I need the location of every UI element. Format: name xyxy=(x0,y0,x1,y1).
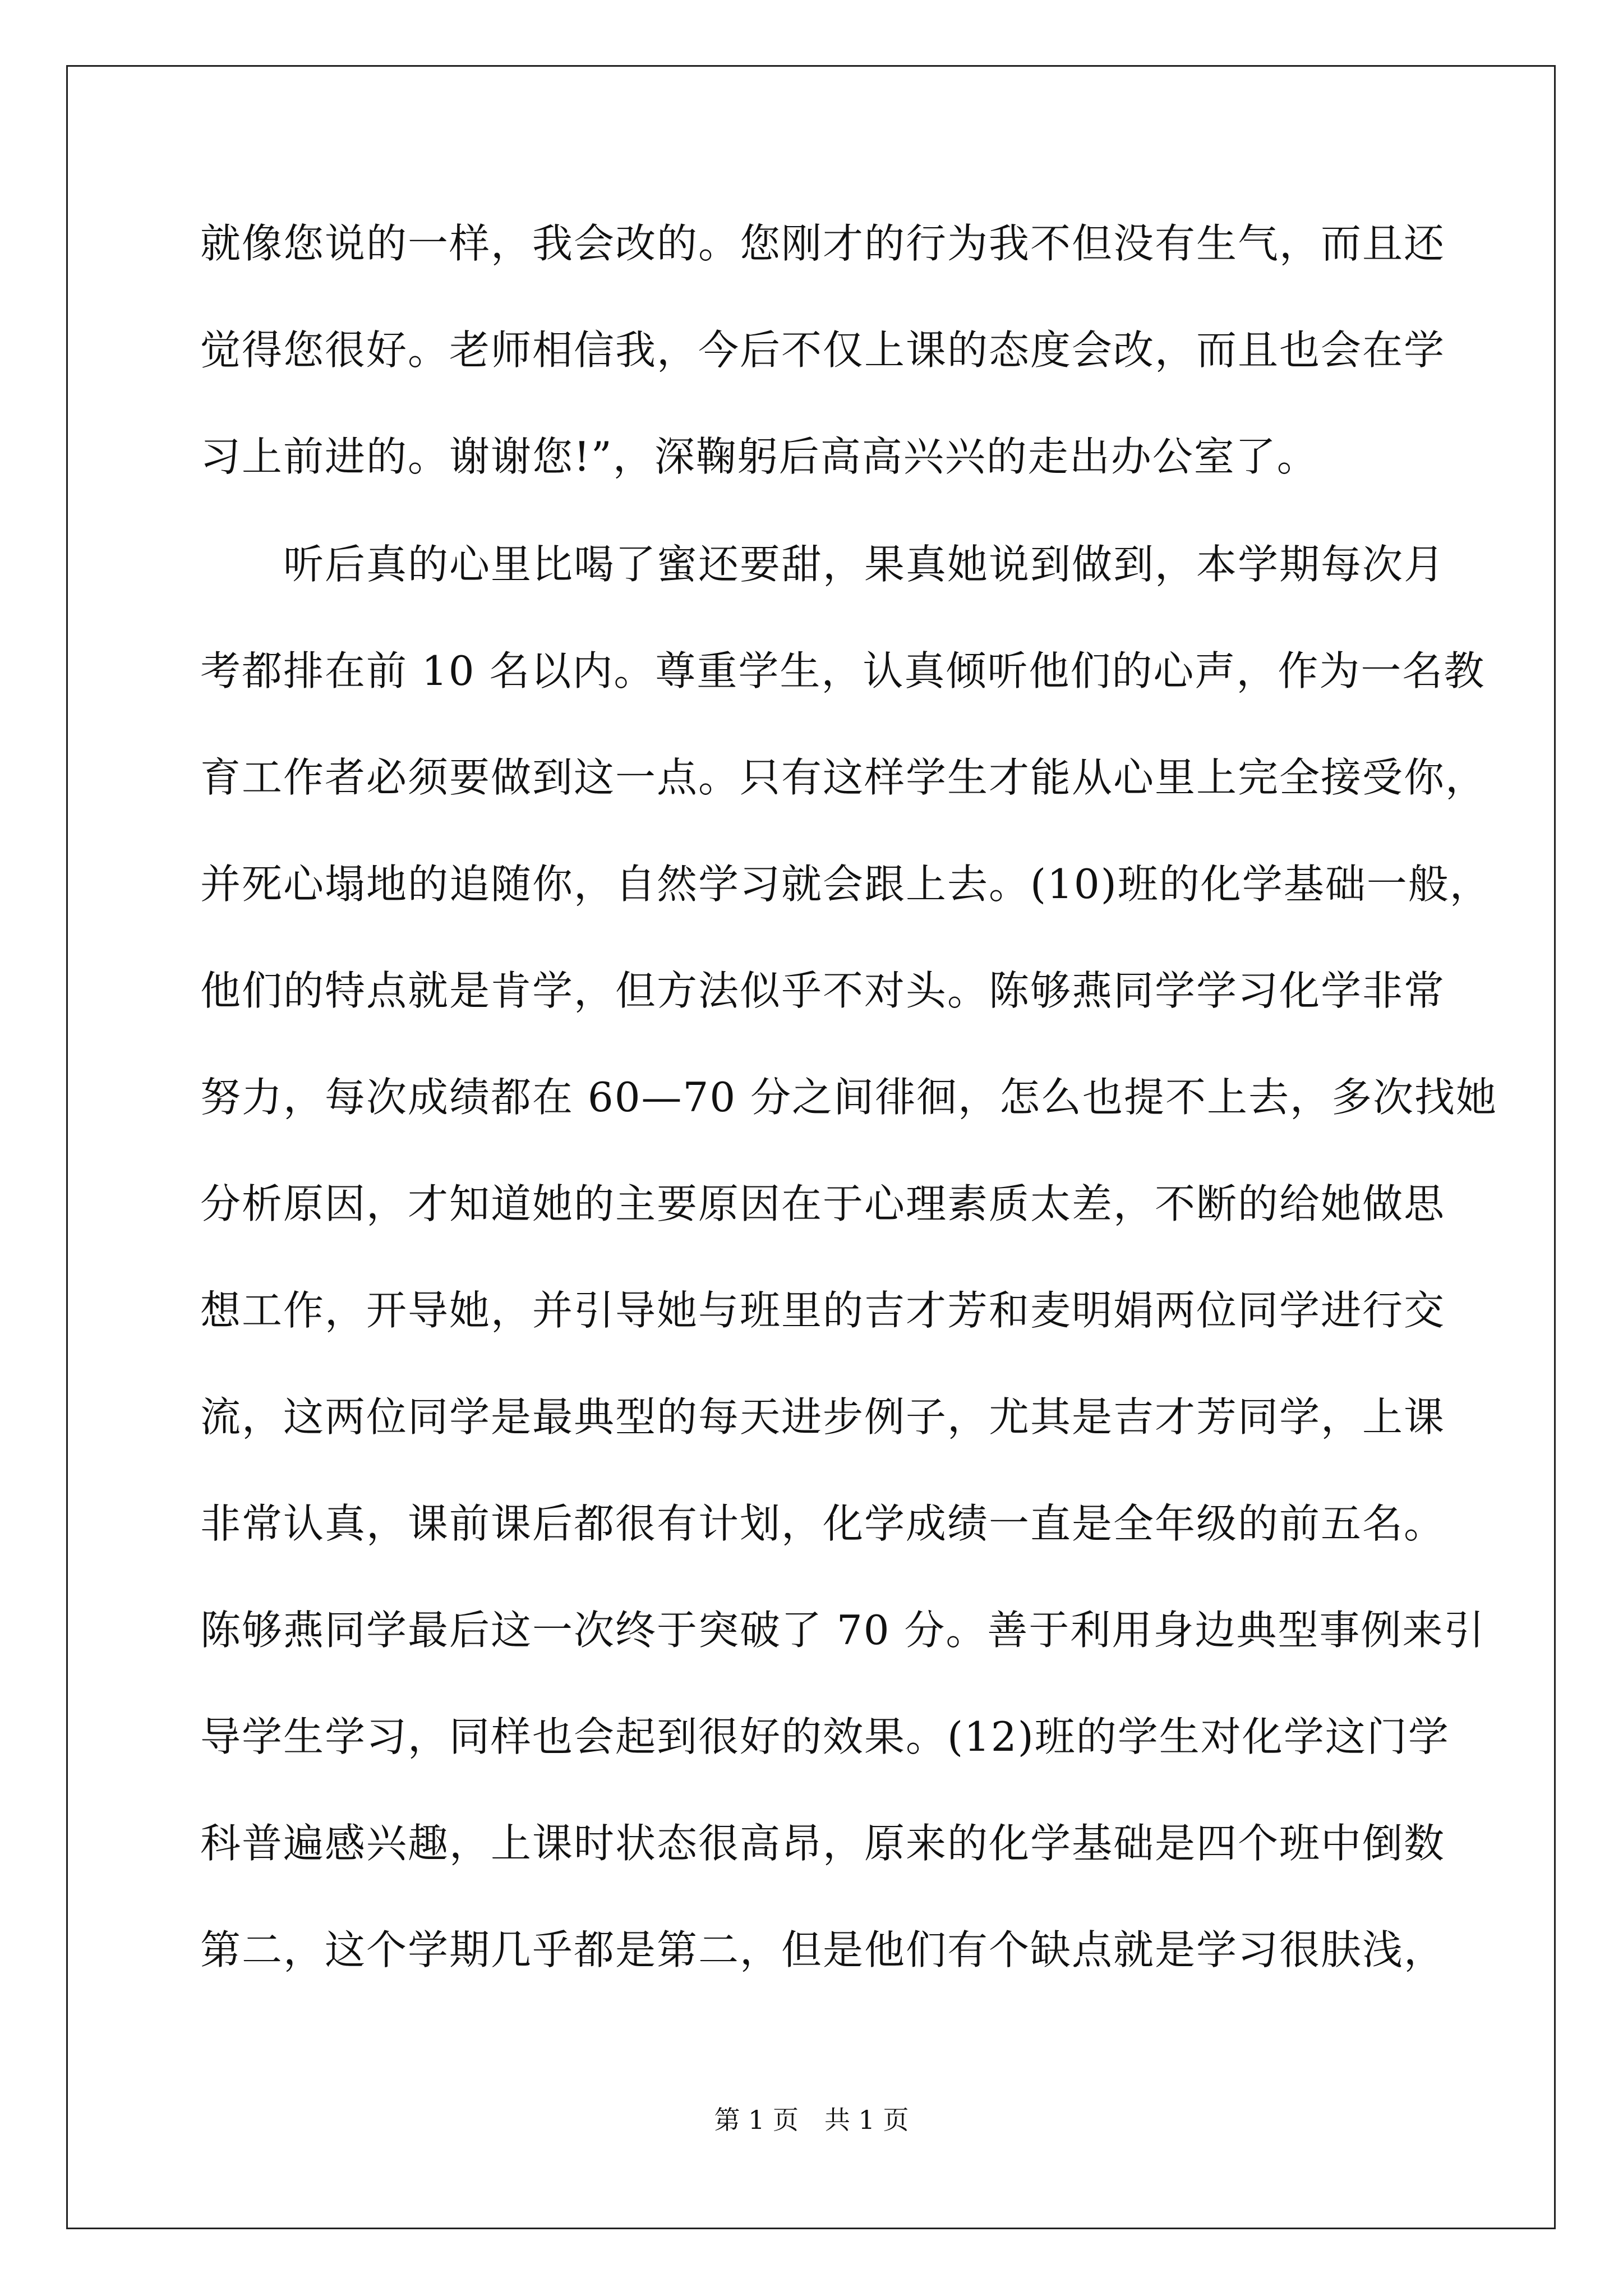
text-line: 他们的特点就是肯学，但方法似乎不对头。陈够燕同学学习化学非常 xyxy=(200,967,1446,1014)
text-line: 并死心塌地的追随你，自然学习就会跟上去。(10)班的化学基础一般， xyxy=(200,861,1491,908)
text-line: 非常认真，课前课后都很有计划，化学成绩一直是全年级的前五名。 xyxy=(200,1500,1446,1547)
text-line: 努力，每次成绩都在 60—70 分之间徘徊，怎么也提不上去，多次找她 xyxy=(200,1074,1498,1121)
text-line: 想工作，开导她，并引导她与班里的吉才芳和麦明娟两位同学进行交 xyxy=(200,1287,1446,1334)
text-line: 就像您说的一样，我会改的。您刚才的行为我不但没有生气，而且还 xyxy=(200,220,1446,267)
text-line: 陈够燕同学最后这一次终于突破了 70 分。善于利用身边典型事例来引 xyxy=(200,1607,1486,1654)
page-footer: 第 1 页 共 1 页 xyxy=(714,2105,909,2135)
text-line: 流，这两位同学是最典型的每天进步例子，尤其是吉才芳同学，上课 xyxy=(200,1393,1446,1441)
text-line: 觉得您很好。老师相信我，今后不仅上课的态度会改，而且也会在学 xyxy=(200,326,1446,374)
text-line: 分析原因，才知道她的主要原因在于心理素质太差，不断的给她做思 xyxy=(200,1180,1446,1227)
page-border xyxy=(66,65,1556,2229)
text-line: 科普遍感兴趣，上课时状态很高昂，原来的化学基础是四个班中倒数 xyxy=(200,1820,1446,1867)
text-line: 第二，这个学期几乎都是第二，但是他们有个缺点就是学习很肤浅， xyxy=(200,1926,1446,1973)
text-line: 考都排在前 10 名以内。尊重学生，认真倾听他们的心声，作为一名教 xyxy=(200,647,1486,694)
paragraph-start-line: 听后真的心里比喝了蜜还要甜，果真她说到做到，本学期每次月 xyxy=(200,541,1446,588)
text-line: 育工作者必须要做到这一点。只有这样学生才能从心里上完全接受你， xyxy=(200,754,1487,801)
text-line: 导学生学习，同样也会起到很好的效果。(12)班的学生对化学这门学 xyxy=(200,1713,1450,1760)
text-line: 习上前进的。谢谢您!”，深鞠躬后高高兴兴的走出办公室了。 xyxy=(200,433,1318,480)
